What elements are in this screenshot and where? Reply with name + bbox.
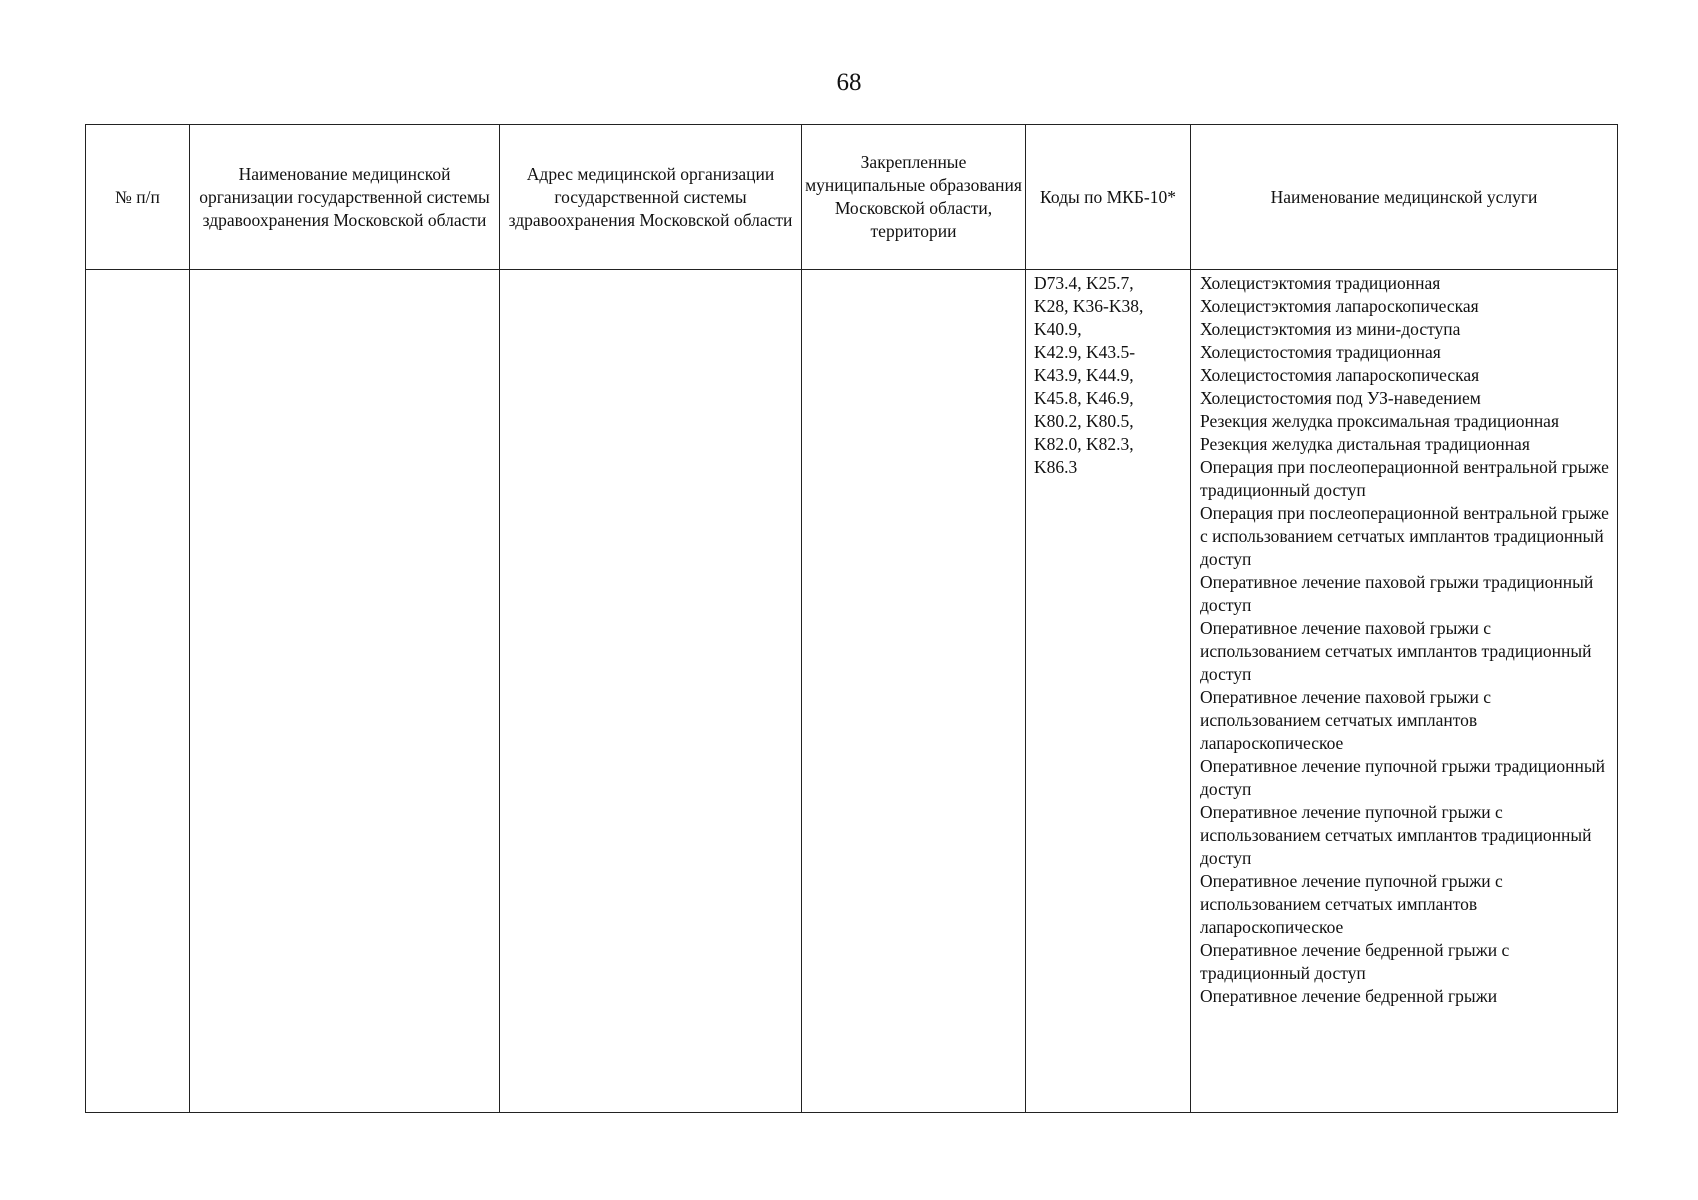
service-item: Операция при послеоперационной вентральной грыже с использованием сетчатых имплантов традиционный доступ [1200,503,1609,569]
service-item: Оперативное лечение паховой грыжи с использованием сетчатых имплантов лапароскопическое [1200,687,1491,753]
icd-code-line: K82.0, K82.3, [1034,434,1134,454]
service-item: Оперативное лечение паховой грыжи традиционный доступ [1200,572,1594,615]
icd-code-line: D73.4, K25.7, [1034,273,1134,293]
table-header-row [86,125,1618,270]
page-number: 68 [836,69,862,96]
service-item: Холецистостомия под УЗ-наведением [1200,388,1481,408]
service-item: Оперативное лечение бедренной грыжи [1200,986,1498,1006]
icd-code-line: K86.3 [1034,457,1078,477]
icd-code-line: K28, K36-K38, [1034,296,1144,316]
icd-code-line: K43.9, K44.9, [1034,365,1134,385]
icd-code-line: K40.9, [1034,319,1082,339]
service-item: Холецистэктомия традиционная [1200,273,1441,293]
header-number: № п/п [86,125,190,270]
cell-address [500,270,802,1113]
header-address: Адрес медицинской организации государственной системы здравоохранения Московской области [500,125,802,270]
cell-number [86,270,190,1113]
service-item: Холецистостомия лапароскопическая [1200,365,1480,385]
medical-services-table [85,124,1618,1113]
service-item: Оперативное лечение бедренной грыжи с традиционный доступ [1200,940,1510,983]
icd-code-line: K45.8, K46.9, [1034,388,1134,408]
service-item: Оперативное лечение пупочной грыжи традиционный доступ [1200,756,1606,799]
icd-code-line: K42.9, K43.5- [1034,342,1136,362]
table-row [86,270,1618,1113]
cell-service-list [1191,270,1618,1113]
header-municipalities: Закрепленные муниципальные образования Московской области, территории [802,125,1026,270]
service-item: Оперативное лечение пупочной грыжи с использованием сетчатых имплантов лапароскопическое [1200,871,1503,937]
header-organization: Наименование медицинской организации государственной системы здравоохранения Московской области [190,125,500,270]
cell-municipalities [802,270,1026,1113]
service-item: Оперативное лечение паховой грыжи с использованием сетчатых имплантов традиционный доступ [1200,618,1592,684]
service-item: Холецистэктомия из мини-доступа [1200,319,1461,339]
cell-organization [190,270,500,1113]
cell-icd-codes [1026,270,1191,1113]
header-codes: Коды по МКБ-10* [1026,125,1191,270]
service-item: Оперативное лечение пупочной грыжи с использованием сетчатых имплантов традиционный доступ [1200,802,1592,868]
service-item: Резекция желудка проксимальная традиционная [1200,411,1559,431]
icd-code-line: K80.2, K80.5, [1034,411,1134,431]
header-service-name: Наименование медицинской услуги [1191,125,1618,270]
service-item: Холецистостомия традиционная [1200,342,1441,362]
service-item: Резекция желудка дистальная традиционная [1200,434,1530,454]
service-item: Холецистэктомия лапароскопическая [1200,296,1479,316]
service-item: Операция при послеоперационной вентральной грыже традиционный доступ [1200,457,1609,500]
